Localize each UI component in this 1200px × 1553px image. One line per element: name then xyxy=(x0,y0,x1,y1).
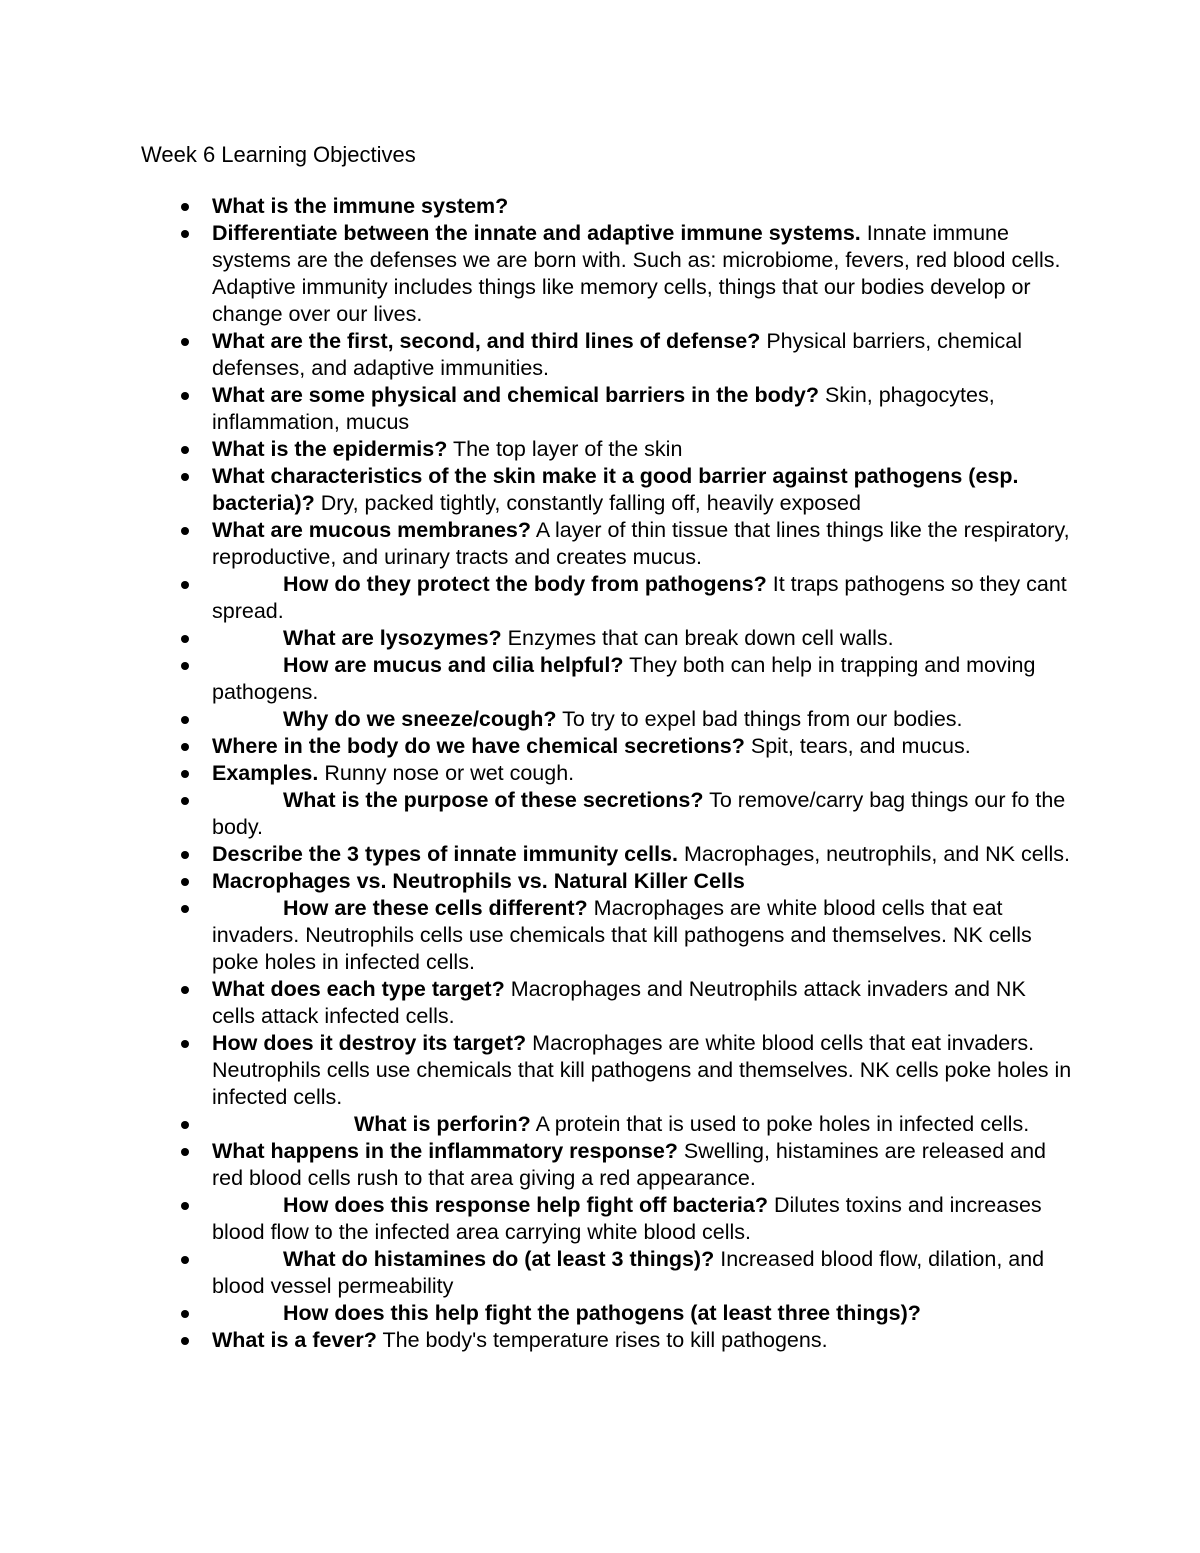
objective-answer: Dry, packed tightly, constantly falling off, heavily exposed xyxy=(320,491,861,515)
objective-question: Differentiate between the innate and adaptive immune systems. xyxy=(212,221,861,245)
bullet-icon xyxy=(181,797,189,805)
objective-item xyxy=(0,787,1072,841)
objective-question: What is the epidermis? xyxy=(212,437,448,461)
objective-item xyxy=(0,1111,1072,1138)
objective-answer: It traps pathogens so they cant spread. xyxy=(212,572,1067,623)
objective-item xyxy=(0,571,1072,625)
objective-question: Why do we sneeze/cough? xyxy=(283,707,557,731)
objective-answer: Dilutes toxins and increases blood flow to the infected area carrying white blood cells. xyxy=(212,1193,1042,1244)
objective-question: What is the purpose of these secretions? xyxy=(283,788,704,812)
objective-question: What does each type target? xyxy=(212,977,505,1001)
objective-question: How are mucus and cilia helpful? xyxy=(283,653,624,677)
bullet-icon xyxy=(181,770,189,778)
objective-item xyxy=(0,382,1072,436)
objective-question: How do they protect the body from pathogens? xyxy=(283,572,767,596)
objective-answer: To remove/carry bag things our fo the body. xyxy=(212,788,1066,839)
bullet-icon xyxy=(181,581,189,589)
objective-question: What is a fever? xyxy=(212,1328,377,1352)
objective-question: What are some physical and chemical barriers in the body? xyxy=(212,383,819,407)
bullet-icon xyxy=(181,878,189,886)
objective-question: Where in the body do we have chemical secretions? xyxy=(212,734,745,758)
objective-answer: A layer of thin tissue that lines things like the respiratory, reproductive, and urinary tracts and creates mucus. xyxy=(212,518,1070,569)
objective-item xyxy=(0,652,1072,706)
objective-question: What are the first, second, and third lines of defense? xyxy=(212,329,761,353)
objective-question: What happens in the inflammatory response? xyxy=(212,1139,678,1163)
objective-answer: Macrophages and Neutrophils attack invaders and NK cells attack infected cells. xyxy=(212,977,1026,1028)
bullet-icon xyxy=(181,635,189,643)
objective-item xyxy=(0,1327,1072,1354)
bullet-icon xyxy=(181,1148,189,1156)
bullet-icon xyxy=(181,1040,189,1048)
objective-question: What is perforin? xyxy=(354,1112,531,1136)
objective-answer: Enzymes that can break down cell walls. xyxy=(507,626,894,650)
bullet-icon xyxy=(181,743,189,751)
objective-item xyxy=(0,1300,1072,1327)
objective-item xyxy=(0,868,1072,895)
objective-answer: Physical barriers, chemical defenses, and adaptive immunities. xyxy=(212,329,1023,380)
objective-item xyxy=(0,976,1072,1030)
objective-answer: Runny nose or wet cough. xyxy=(324,761,575,785)
objective-item xyxy=(0,517,1072,571)
objective-item xyxy=(0,220,1072,328)
objective-answer: Swelling, histamines are released and red blood cells rush to that area giving a red appearance. xyxy=(212,1139,1047,1190)
objective-item xyxy=(0,706,1072,733)
objective-item xyxy=(0,436,1072,463)
objective-question: Macrophages vs. Neutrophils vs. Natural Killer Cells xyxy=(212,869,745,893)
objective-item xyxy=(0,760,1072,787)
bullet-icon xyxy=(181,1202,189,1210)
objective-answer: The top layer of the skin xyxy=(452,437,683,461)
objective-item xyxy=(0,328,1072,382)
objective-question: What characteristics of the skin make it a good barrier against pathogens (esp. bacteria)? xyxy=(212,464,1019,515)
objective-question: What are lysozymes? xyxy=(283,626,502,650)
objective-answer: Macrophages, neutrophils, and NK cells. xyxy=(683,842,1070,866)
bullet-icon xyxy=(181,716,189,724)
objective-item xyxy=(0,841,1072,868)
bullet-icon xyxy=(181,392,189,400)
bullet-icon xyxy=(181,446,189,454)
objective-answer: A protein that is used to poke holes in infected cells. xyxy=(535,1112,1030,1136)
objective-item xyxy=(0,1246,1072,1300)
objectives-list xyxy=(0,193,1200,1354)
bullet-icon xyxy=(181,851,189,859)
bullet-icon xyxy=(181,1310,189,1318)
objective-question: Examples. xyxy=(212,761,319,785)
objective-item xyxy=(0,193,1072,220)
objective-answer: Increased blood flow, dilation, and blood vessel permeability xyxy=(212,1247,1045,1298)
objective-question: How does it destroy its target? xyxy=(212,1031,527,1055)
objective-question: How does this help fight the pathogens (at least three things)? xyxy=(283,1301,921,1325)
bullet-icon xyxy=(181,1256,189,1264)
objective-question: What are mucous membranes? xyxy=(212,518,532,542)
objective-answer: The body's temperature rises to kill pathogens. xyxy=(382,1328,828,1352)
objective-answer: Skin, phagocytes, inflammation, mucus xyxy=(212,383,995,434)
objective-answer: To try to expel bad things from our bodies. xyxy=(562,707,963,731)
objective-question: How are these cells different? xyxy=(283,896,588,920)
objective-question: What is the immune system? xyxy=(212,194,509,218)
objective-answer: Macrophages are white blood cells that eat invaders. Neutrophils cells use chemicals that kill pathogens and themselves. NK cells poke holes in infected cells. xyxy=(212,1031,1072,1109)
bullet-icon xyxy=(181,986,189,994)
bullet-icon xyxy=(181,527,189,535)
bullet-icon xyxy=(181,203,189,211)
objective-item xyxy=(0,895,1072,976)
bullet-icon xyxy=(181,338,189,346)
objective-answer: Spit, tears, and mucus. xyxy=(750,734,971,758)
objective-item xyxy=(0,463,1072,517)
objective-item xyxy=(0,625,1072,652)
bullet-icon xyxy=(181,473,189,481)
bullet-icon xyxy=(181,662,189,670)
objective-item xyxy=(0,733,1072,760)
page-title: Week 6 Learning Objectives xyxy=(141,142,416,167)
objective-item xyxy=(0,1192,1072,1246)
objective-item xyxy=(0,1138,1072,1192)
bullet-icon xyxy=(181,230,189,238)
objective-answer: They both can help in trapping and moving pathogens. xyxy=(212,653,1036,704)
bullet-icon xyxy=(181,1121,189,1129)
objective-answer: Macrophages are white blood cells that eat invaders. Neutrophils cells use chemicals that kill pathogens and themselves. NK cells poke holes in infected cells. xyxy=(212,896,1032,974)
objective-question: How does this response help fight off bacteria? xyxy=(283,1193,768,1217)
objective-question: Describe the 3 types of innate immunity cells. xyxy=(212,842,678,866)
objective-question: What do histamines do (at least 3 things)? xyxy=(283,1247,715,1271)
objective-answer: Innate immune systems are the defenses we are born with. Such as: microbiome, fevers, red blood cells. Adaptive immunity includes things like memory cells, things that our bodies develop or change over our lives. xyxy=(212,221,1061,326)
objective-item xyxy=(0,1030,1072,1111)
bullet-icon xyxy=(181,905,189,913)
bullet-icon xyxy=(181,1337,189,1345)
